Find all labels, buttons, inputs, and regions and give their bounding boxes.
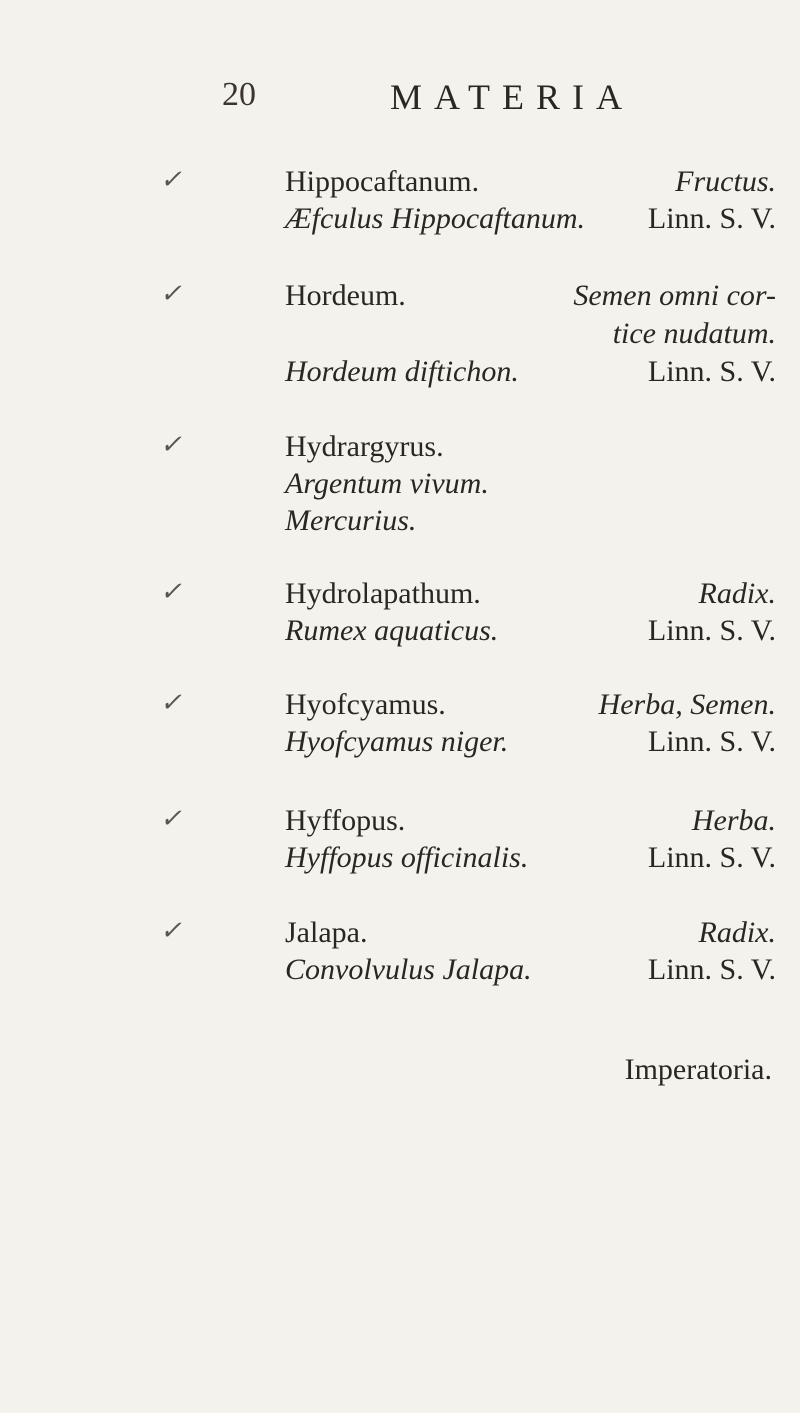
page-number: 20: [222, 76, 256, 113]
entry-synonym: Rumex aquaticus.: [285, 614, 499, 647]
running-head: MATERIA: [390, 77, 634, 117]
entry-part: Radix.: [698, 916, 776, 949]
entry-synonym: Convolvulus Jalapa.: [285, 953, 532, 986]
check-mark-icon: ✓: [160, 688, 182, 717]
catchword: Imperatoria.: [624, 1053, 772, 1086]
entry-synonym: Hordeum diftichon.: [285, 355, 519, 388]
entry-synonym: Æfculus Hippocaftanum.: [285, 202, 585, 235]
entry-name: Hydrargyrus.: [285, 430, 444, 463]
entry-name: Jalapa.: [285, 916, 368, 949]
entry-name: Hyofcyamus.: [285, 688, 446, 721]
entry-part: Herba, Semen.: [598, 688, 776, 721]
check-mark-icon: ✓: [160, 577, 182, 606]
entry-reference: Linn. S. V.: [647, 202, 776, 235]
entry-synonym: Hyffopus officinalis.: [285, 841, 529, 874]
entry-name: Hydrolapathum.: [285, 577, 481, 610]
entry-synonym: Hyofcyamus niger.: [285, 725, 509, 758]
check-mark-icon: ✓: [160, 804, 182, 833]
entry-synonym: Mercurius.: [285, 504, 417, 537]
entry-reference: Linn. S. V.: [647, 841, 776, 874]
entry-part: Semen omni cor-: [573, 279, 776, 312]
entry-part: Herba.: [691, 804, 776, 837]
entry-name: Hippocaftanum.: [285, 165, 480, 198]
entry-part: Fructus.: [675, 165, 776, 198]
entry-synonym: Argentum vivum.: [285, 467, 489, 500]
entry-reference: Linn. S. V.: [647, 355, 776, 388]
check-mark-icon: ✓: [160, 916, 182, 945]
entry-name: Hordeum.: [285, 279, 406, 312]
entry-reference: Linn. S. V.: [647, 614, 776, 647]
entry-part: tice nudatum.: [612, 317, 776, 350]
entry-part: Radix.: [698, 577, 776, 610]
entry-reference: Linn. S. V.: [647, 953, 776, 986]
entry-reference: Linn. S. V.: [647, 725, 776, 758]
check-mark-icon: ✓: [160, 430, 182, 459]
check-mark-icon: ✓: [160, 165, 182, 194]
entry-name: Hyffopus.: [285, 804, 406, 837]
page-header: [0, 76, 800, 126]
check-mark-icon: ✓: [160, 279, 182, 308]
